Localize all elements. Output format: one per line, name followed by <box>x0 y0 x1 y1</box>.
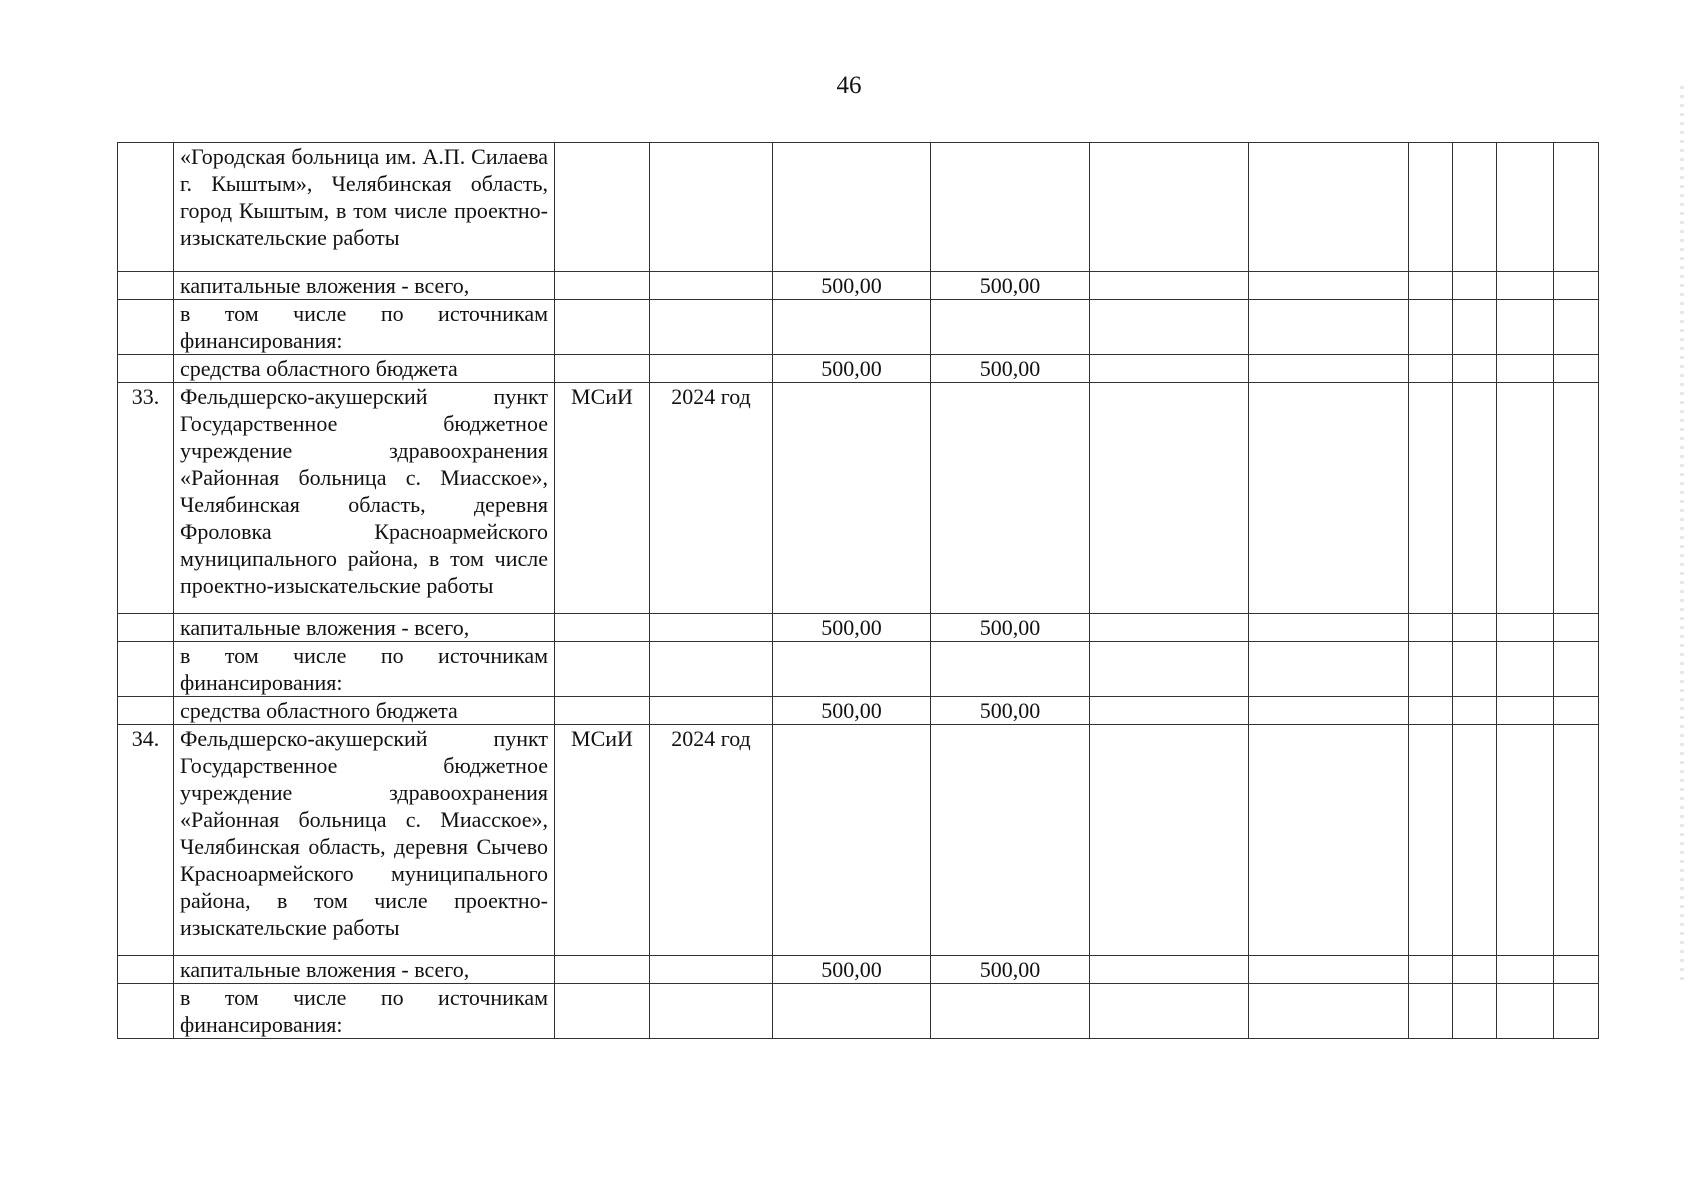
investment-table <box>117 142 1599 1039</box>
funding-row <box>118 984 1599 1039</box>
funding-line-label: капитальные вложения - всего, <box>174 956 555 984</box>
customer: МСиИ <box>555 383 650 614</box>
value-2024 <box>931 300 1090 355</box>
funding-row <box>118 697 1599 725</box>
value-total: 500,00 <box>773 956 931 984</box>
empty-cell <box>1554 725 1599 956</box>
empty-cell <box>1090 614 1249 642</box>
object-name: Фельдшерско-акушерский пункт Государственное бюджетное учреждение здравоохранения «Районная больница с. Миасское», Челябинская область, деревня Сычево Красноармейского муниципального района, в том числе проектно-изыскательские работы <box>174 725 555 956</box>
empty-cell <box>1453 984 1497 1039</box>
empty-cell <box>1249 355 1409 383</box>
empty-cell <box>1409 614 1453 642</box>
empty-cell <box>1249 984 1409 1039</box>
empty-cell <box>1409 143 1453 272</box>
customer <box>555 642 650 697</box>
empty-cell <box>1090 697 1249 725</box>
customer: МСиИ <box>555 725 650 956</box>
funding-row <box>118 956 1599 984</box>
empty-cell <box>1554 143 1599 272</box>
empty-cell <box>1249 725 1409 956</box>
empty-cell <box>1249 300 1409 355</box>
empty-cell <box>1453 383 1497 614</box>
empty-cell <box>1497 642 1554 697</box>
empty-cell <box>1090 642 1249 697</box>
value-2024: 500,00 <box>931 272 1090 300</box>
funding-row <box>118 272 1599 300</box>
funding-line-label: средства областного бюджета <box>174 355 555 383</box>
customer <box>555 143 650 272</box>
empty-cell <box>1453 614 1497 642</box>
object-row <box>118 383 1599 614</box>
empty-cell <box>1453 355 1497 383</box>
period <box>650 300 773 355</box>
empty-cell <box>1249 272 1409 300</box>
funding-line-label: капитальные вложения - всего, <box>174 614 555 642</box>
period: 2024 год <box>650 725 773 956</box>
empty-cell <box>1453 697 1497 725</box>
empty-cell <box>1409 697 1453 725</box>
empty-cell <box>1409 272 1453 300</box>
empty-cell <box>1554 272 1599 300</box>
row-number <box>118 614 174 642</box>
funding-line-label: в том числе по источникам финансирования: <box>174 300 555 355</box>
period <box>650 642 773 697</box>
funding-row <box>118 355 1599 383</box>
customer <box>555 300 650 355</box>
row-number: 33. <box>118 383 174 614</box>
customer <box>555 984 650 1039</box>
scan-edge-artifact <box>1680 80 1684 980</box>
empty-cell <box>1497 725 1554 956</box>
row-number <box>118 272 174 300</box>
period: 2024 год <box>650 383 773 614</box>
customer <box>555 697 650 725</box>
row-number <box>118 300 174 355</box>
funding-row <box>118 642 1599 697</box>
row-number <box>118 143 174 272</box>
value-2024: 500,00 <box>931 614 1090 642</box>
row-number <box>118 355 174 383</box>
empty-cell <box>1554 614 1599 642</box>
empty-cell <box>1554 984 1599 1039</box>
empty-cell <box>1090 956 1249 984</box>
empty-cell <box>1554 383 1599 614</box>
value-total <box>773 725 931 956</box>
period <box>650 143 773 272</box>
empty-cell <box>1090 300 1249 355</box>
value-total <box>773 300 931 355</box>
empty-cell <box>1409 300 1453 355</box>
empty-cell <box>1497 956 1554 984</box>
empty-cell <box>1409 984 1453 1039</box>
row-number <box>118 642 174 697</box>
value-2024 <box>931 642 1090 697</box>
value-total: 500,00 <box>773 614 931 642</box>
funding-line-label: средства областного бюджета <box>174 697 555 725</box>
object-name: «Городская больница им. А.П. Силаева г. Кыштым», Челябинская область, город Кыштым, в том числе проектно-изыскательские работы <box>174 143 555 272</box>
customer <box>555 614 650 642</box>
period <box>650 614 773 642</box>
object-row <box>118 143 1599 272</box>
empty-cell <box>1497 614 1554 642</box>
value-2024: 500,00 <box>931 956 1090 984</box>
funding-line-label: капитальные вложения - всего, <box>174 272 555 300</box>
empty-cell <box>1090 272 1249 300</box>
empty-cell <box>1453 642 1497 697</box>
period <box>650 956 773 984</box>
empty-cell <box>1497 383 1554 614</box>
row-number <box>118 984 174 1039</box>
value-2024 <box>931 725 1090 956</box>
empty-cell <box>1554 642 1599 697</box>
object-name: Фельдшерско-акушерский пункт Государственное бюджетное учреждение здравоохранения «Районная больница с. Миасское», Челябинская область, деревня Фроловка Красноармейского муниципального района, в том числе проектно-изыскательские работы <box>174 383 555 614</box>
value-total: 500,00 <box>773 697 931 725</box>
customer <box>555 956 650 984</box>
empty-cell <box>1249 143 1409 272</box>
empty-cell <box>1090 355 1249 383</box>
empty-cell <box>1409 642 1453 697</box>
row-number: 34. <box>118 725 174 956</box>
empty-cell <box>1409 956 1453 984</box>
value-2024: 500,00 <box>931 697 1090 725</box>
empty-cell <box>1453 143 1497 272</box>
empty-cell <box>1497 143 1554 272</box>
period <box>650 697 773 725</box>
empty-cell <box>1554 956 1599 984</box>
value-2024: 500,00 <box>931 355 1090 383</box>
empty-cell <box>1554 697 1599 725</box>
value-total <box>773 642 931 697</box>
funding-row <box>118 300 1599 355</box>
period <box>650 355 773 383</box>
empty-cell <box>1497 984 1554 1039</box>
empty-cell <box>1409 383 1453 614</box>
empty-cell <box>1249 383 1409 614</box>
empty-cell <box>1249 614 1409 642</box>
customer <box>555 355 650 383</box>
empty-cell <box>1497 272 1554 300</box>
value-total: 500,00 <box>773 355 931 383</box>
empty-cell <box>1409 725 1453 956</box>
empty-cell <box>1249 956 1409 984</box>
period <box>650 272 773 300</box>
empty-cell <box>1090 383 1249 614</box>
value-total: 500,00 <box>773 272 931 300</box>
empty-cell <box>1453 956 1497 984</box>
empty-cell <box>1453 300 1497 355</box>
empty-cell <box>1497 300 1554 355</box>
empty-cell <box>1453 725 1497 956</box>
funding-line-label: в том числе по источникам финансирования: <box>174 984 555 1039</box>
empty-cell <box>1090 143 1249 272</box>
period <box>650 984 773 1039</box>
row-number <box>118 697 174 725</box>
empty-cell <box>1554 300 1599 355</box>
value-total <box>773 383 931 614</box>
empty-cell <box>1554 355 1599 383</box>
empty-cell <box>1497 355 1554 383</box>
empty-cell <box>1090 725 1249 956</box>
value-total <box>773 984 931 1039</box>
object-row <box>118 725 1599 956</box>
empty-cell <box>1497 697 1554 725</box>
funding-row <box>118 614 1599 642</box>
customer <box>555 272 650 300</box>
row-number <box>118 956 174 984</box>
empty-cell <box>1090 984 1249 1039</box>
value-2024 <box>931 984 1090 1039</box>
empty-cell <box>1249 697 1409 725</box>
value-total <box>773 143 931 272</box>
empty-cell <box>1453 272 1497 300</box>
empty-cell <box>1249 642 1409 697</box>
funding-line-label: в том числе по источникам финансирования: <box>174 642 555 697</box>
page-number: 46 <box>836 72 862 99</box>
empty-cell <box>1409 355 1453 383</box>
value-2024 <box>931 143 1090 272</box>
value-2024 <box>931 383 1090 614</box>
